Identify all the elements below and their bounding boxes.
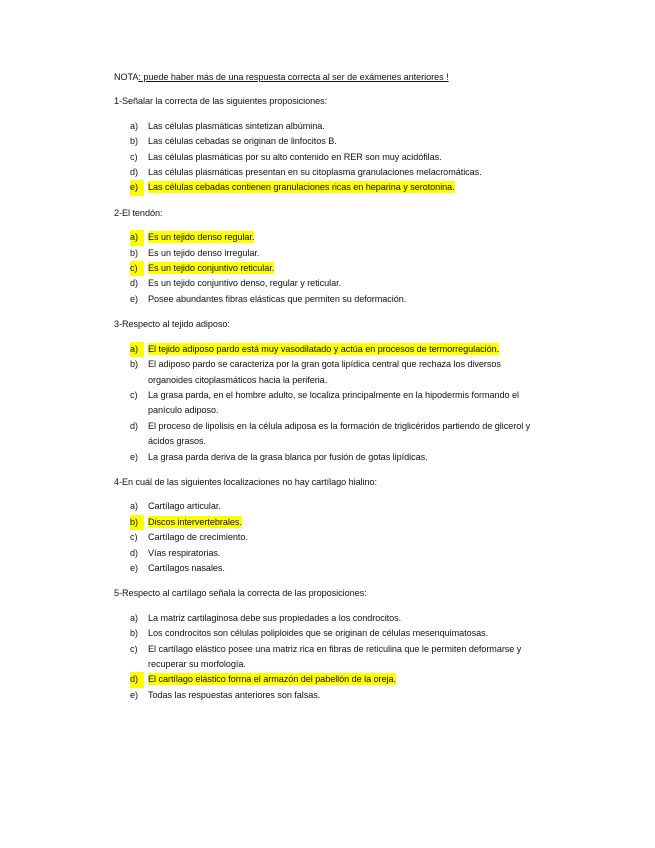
question-title: 5-Respecto al cartílago señala la correcta de las proposiciones: [114, 588, 367, 599]
option-letter: c) [130, 261, 144, 276]
option-letter: e) [130, 293, 138, 304]
option-text: La grasa parda, en el hombre adulto, se localiza principalmente en la hipodermis formando el panículo adiposo. [148, 389, 519, 416]
question-title: 4-En cuál de las siguientes localizaciones no hay cartílago hialino: [114, 476, 378, 487]
option-letter: c) [130, 532, 138, 543]
question-1 [114, 94, 544, 195]
option-text-highlighted: El tejido adiposo pardo está muy vasodilatado y actúa en procesos de termorregulación. [148, 343, 500, 354]
option-text-highlighted: Discos intervertebrales. [148, 516, 242, 527]
option-item [114, 672, 544, 687]
note-label: NOTA [114, 72, 139, 82]
option-item [114, 165, 544, 180]
option-text: Las células plasmáticas presentan en su citoplasma granulaciones melacromáticas. [148, 167, 482, 178]
option-text: El proceso de lipolisis en la célula adiposa es la formación de triglicéridos partiendo de glicerol y ácidos grasos. [148, 420, 531, 447]
option-letter: d) [130, 547, 138, 558]
option-item [114, 419, 544, 450]
option-text-highlighted: Es un tejido denso regular. [148, 232, 255, 243]
option-text: El cartílago elástico posee una matriz rica en fibras de reticulina que le permiten deformarse y recuperar su morfología. [148, 643, 522, 669]
option-item [114, 246, 544, 261]
question-list [114, 94, 544, 703]
question-3 [114, 317, 544, 465]
question-title: 3-Respecto al tejido adiposo: [114, 319, 230, 330]
option-letter: e) [130, 451, 138, 462]
option-text: Las células plasmáticas sintetizan albúmina. [148, 120, 325, 131]
option-letter: d) [130, 278, 138, 289]
option-letter: b) [130, 136, 138, 147]
option-letter: e) [130, 562, 138, 573]
option-letter: d) [130, 420, 138, 431]
option-text: Cartílago articular. [148, 501, 221, 512]
option-item [114, 499, 544, 514]
option-text: La matriz cartilaginosa debe sus propiedades a los condrocitos. [148, 612, 402, 623]
option-letter: d) [130, 672, 144, 687]
option-letter: b) [130, 359, 138, 370]
option-letter: b) [130, 515, 144, 530]
option-letter: a) [130, 120, 138, 131]
option-letter: e) [130, 689, 138, 700]
option-text-highlighted: Es un tejido conjuntivo reticular. [148, 263, 275, 274]
option-item [114, 276, 544, 291]
option-text: Vías respiratorias. [148, 547, 221, 558]
option-list [114, 342, 544, 465]
document-content [114, 70, 544, 713]
option-item [114, 119, 544, 134]
option-letter: a) [130, 501, 138, 512]
option-item [114, 626, 544, 641]
option-text-highlighted: Las células cebadas contienen granulaciones ricas en heparina y serotonina. [148, 182, 455, 193]
option-text: Las células plasmáticas por su alto contenido en RER son muy acidófilas. [148, 151, 442, 162]
question-title: 1-Señalar la correcta de las siguientes proposiciones: [114, 96, 328, 107]
option-text: Cartílago de crecimiento. [148, 532, 248, 543]
option-item [114, 180, 544, 195]
option-text: Los condrocitos son células poliploides que se originan de células mesenquimatosas. [148, 628, 489, 639]
question-2 [114, 206, 544, 307]
option-letter: d) [130, 167, 138, 178]
option-item [114, 561, 544, 576]
option-letter: c) [130, 151, 138, 162]
option-letter: b) [130, 247, 138, 258]
option-item [114, 450, 544, 465]
option-item [114, 150, 544, 165]
note-line [114, 70, 544, 85]
option-text: Todas las respuestas anteriores son falsas. [148, 689, 321, 700]
option-list [114, 230, 544, 307]
option-item [114, 546, 544, 561]
option-letter: c) [130, 643, 138, 654]
option-item [114, 134, 544, 149]
question-title: 2-El tendón: [114, 207, 163, 218]
option-item [114, 292, 544, 307]
option-text: Es un tejido conjuntivo denso, regular y reticular. [148, 278, 342, 289]
option-item [114, 530, 544, 545]
option-text: La grasa parda deriva de la grasa blanca por fusión de gotas lipídicas. [148, 451, 428, 462]
option-letter: a) [130, 342, 144, 357]
option-list [114, 119, 544, 196]
option-item [114, 342, 544, 357]
option-text: Las células cebadas se originan de linfocitos B. [148, 136, 337, 147]
option-text: Es un tejido denso irregular. [148, 247, 260, 258]
option-letter: a) [130, 612, 138, 623]
option-item [114, 642, 544, 673]
option-item [114, 388, 544, 419]
note-text: : puede haber más de una respuesta correcta al ser de exámenes anteriores ! [138, 72, 449, 82]
option-item [114, 688, 544, 703]
option-item [114, 261, 544, 276]
option-item [114, 611, 544, 626]
option-letter: a) [130, 230, 144, 245]
option-letter: e) [130, 180, 144, 195]
question-4 [114, 475, 544, 576]
option-list [114, 611, 544, 703]
option-text-highlighted: El cartílago elástico forma el armazón del pabellón de la oreja. [148, 674, 397, 685]
question-5 [114, 586, 544, 703]
option-item [114, 515, 544, 530]
option-text: Cartílagos nasales. [148, 562, 225, 573]
option-list [114, 499, 544, 576]
option-letter: b) [130, 628, 138, 639]
option-letter: c) [130, 389, 138, 400]
option-item [114, 230, 544, 245]
option-text: Posee abundantes fibras elásticas que permiten su deformación. [148, 293, 407, 304]
option-item [114, 357, 544, 388]
option-text: El adiposo pardo se caracteriza por la gran gota lipídica central que rechaza los diversos organoides citoplasmáticos hacia la periferia. [148, 359, 501, 385]
